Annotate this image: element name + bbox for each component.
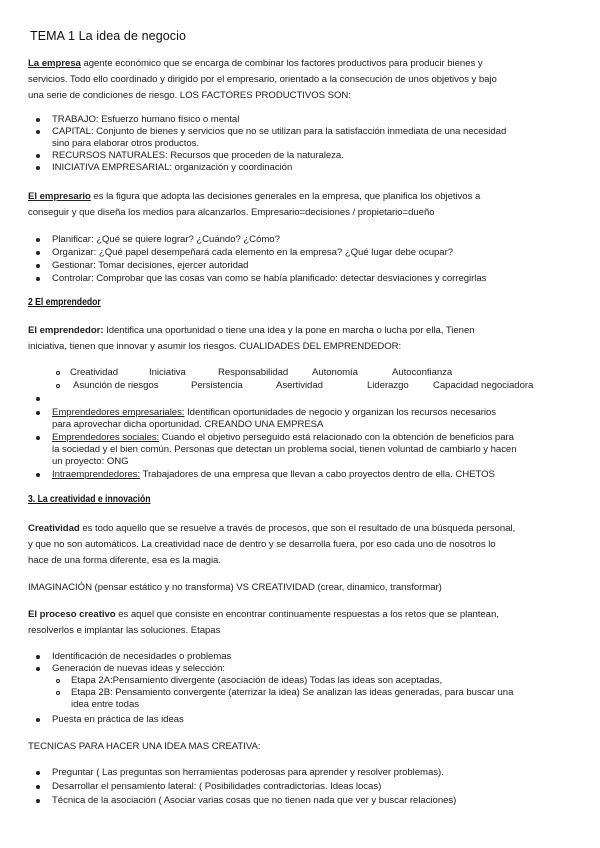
list-item: CAPITAL: Conjunto de bienes y servicios que no se utilizan para la satisfacción inmediata de una necesidad	[52, 126, 507, 137]
sub-bullet	[56, 691, 60, 695]
list-item: Técnica de la asociación ( Asociar varias cosas que no tienen nada que ver y buscar relaciones)	[52, 795, 457, 806]
bullet	[36, 771, 40, 775]
creatividad-term: Creatividad	[28, 523, 80, 534]
list-item: Preguntar ( Las preguntas son herramientas poderosas para aprender y resolver problemas).	[52, 767, 444, 778]
emprendedor-paragraph-line: El emprendedor: Identifica una oportunidad o tiene una idea y la pone en marcha o lucha por ella, Tienen	[28, 325, 475, 336]
quality-item: Asunción de riesgos	[73, 380, 159, 391]
section-heading: 3. La creatividad e innovación	[28, 493, 151, 505]
quality-item: Liderazgo	[367, 380, 409, 391]
quality-item: Autonomía	[312, 367, 358, 378]
empresario-paragraph-line: conseguir y que diseña los medios para alcanzarlos. Empresario=decisiones / propietario=dueño	[28, 207, 435, 218]
list-item-continued: un proyecto: ONG	[52, 456, 129, 467]
list-item: Controlar: Comprobar que las cosas van como se había planificado: detectar desviaciones y corregirlas	[52, 273, 487, 284]
list-item: Organizar: ¿Qué papel desempeñará cada elemento en la empresa? ¿Qué lugar debe ocupar?	[52, 247, 454, 258]
list-item: INICIATIVA EMPRESARIAL: organización y coordinación	[52, 162, 293, 173]
sub-bullet	[56, 679, 60, 683]
bullet	[36, 655, 40, 659]
emprendedor-paragraph-line: iniciativa, tienen que innovar y asumir los riesgos. CUALIDADES DEL EMPRENDEDOR:	[28, 341, 402, 352]
quality-item: Responsabilidad	[218, 367, 289, 378]
bullet	[36, 397, 40, 401]
empresario-paragraph-line: El empresario es la figura que adopta las decisiones generales en la empresa, que planifica los objetivos a	[28, 191, 481, 202]
sub-bullet	[56, 384, 60, 388]
bullet	[36, 473, 40, 477]
sub-list-item: Etapa 2A:Pensamiento divergente (asociación de ideas) Todas las ideas son aceptadas,	[71, 675, 443, 686]
sub-list-item: Etapa 2B: Pensamiento convergente (aterrizar la idea) Se analizan las ideas generadas, para buscar una	[71, 687, 514, 698]
creatividad-paragraph-line: Creatividad es todo aquello que se resuelve a través de procesos, que son el resultado de una búsqueda personal,	[28, 523, 516, 534]
empresa-paragraph-line: una serie de condiciones de riesgo. LOS FACTORES PRODUCTIVOS SON:	[28, 90, 351, 101]
quality-item: Autoconfianza	[392, 367, 453, 378]
empresario-term: El empresario	[28, 191, 91, 202]
page-title: TEMA 1 La idea de negocio	[30, 29, 187, 43]
creatividad-paragraph-line: y que no son automáticos. La creatividad nace de dentro y se desarrolla fuera, por eso cada uno de nosotros lo	[28, 539, 496, 550]
quality-item: Iniciativa	[149, 367, 186, 378]
bullet	[36, 667, 40, 671]
techniques-title: TECNICAS PARA HACER UNA IDEA MAS CREATIVA:	[28, 741, 261, 752]
sub-bullet	[56, 371, 60, 375]
bullet	[36, 411, 40, 415]
list-item: Emprendedores empresariales: Identifican oportunidades de negocio y organizan los recursos necesarios	[52, 407, 496, 418]
list-item-continued: para aprovechar dicha oportunidad. CREANDO UNA EMPRESA	[52, 419, 324, 430]
list-item: Generación de nuevas ideas y selección:	[52, 663, 225, 674]
empresa-paragraph-line: servicios. Todo ello coordinado y dirigido por el empresario, orientado a la consecución de unos objetivos y bajo	[28, 74, 497, 85]
quality-item: Persistencia	[191, 380, 243, 391]
list-item: Planificar: ¿Qué se quiere lograr? ¿Cuándo? ¿Cómo?	[52, 234, 280, 245]
bullet	[36, 154, 40, 158]
list-item: Desarrollar el pensamiento lateral: ( Posibilidades contradictorias. Ideas locas)	[52, 781, 382, 792]
proceso-term: El proceso creativo	[28, 609, 116, 620]
list-item: RECURSOS NATURALES: Recursos que proceden de la naturaleza.	[52, 150, 344, 161]
list-item-continued: la sociedad y el bien común. Personas que detectan un problema social, tienen voluntad de cambiarlo y hacen	[52, 444, 517, 455]
bullet	[36, 785, 40, 789]
list-item: Intraemprendedores: Trabajadores de una empresa que llevan a cabo proyectos dentro de ella. CHETOS	[52, 469, 495, 480]
list-item: Puesta en práctica de las ideas	[52, 714, 184, 725]
bullet	[36, 130, 40, 134]
bullet	[36, 436, 40, 440]
bullet	[36, 238, 40, 242]
proceso-paragraph-line: El proceso creativo es aquel que consiste en encontrar continuamente respuestas a los retos que se plantean,	[28, 609, 499, 620]
empresa-paragraph-line: La empresa agente económico que se encarga de combinar los factores productivos para producir bienes y	[28, 58, 483, 69]
bullet	[36, 166, 40, 170]
quality-item: Creatividad	[70, 367, 118, 378]
bullet	[36, 118, 40, 122]
list-item: TRABAJO: Esfuerzo humano físico o mental	[52, 114, 240, 125]
list-item: Emprendedores sociales: Cuando el objetivo perseguido está relacionado con la obtención de beneficios para	[52, 432, 514, 443]
proceso-paragraph-line: resolverlos e implantar las soluciones. Etapas	[28, 625, 221, 636]
quality-item: Asertividad	[276, 380, 323, 391]
list-item-continued: sino para elaborar otros productos.	[52, 138, 200, 149]
emprendedor-term: El emprendedor:	[28, 325, 104, 336]
quality-item: Capacidad negociadora	[433, 380, 534, 391]
list-item: Gestionar: Tomar decisiones, ejercer autoridad	[52, 260, 249, 271]
creatividad-paragraph-line: hace de una forma diferente, esa es la magia.	[28, 555, 221, 566]
list-item: Identificación de necesidades o problemas	[52, 651, 232, 662]
bullet	[36, 251, 40, 255]
bullet	[36, 264, 40, 268]
bullet	[36, 718, 40, 722]
section-heading: 2 El emprendedor	[28, 296, 101, 308]
bullet	[36, 799, 40, 803]
imagination-line: IMAGINACIÓN (pensar estático y no transforma) VS CREATIVIDAD (crear, dinamico, transformar)	[28, 582, 442, 593]
sub-list-item-continued: idea entre todas	[71, 699, 140, 710]
bullet	[36, 277, 40, 281]
empresa-term: La empresa	[28, 58, 81, 69]
